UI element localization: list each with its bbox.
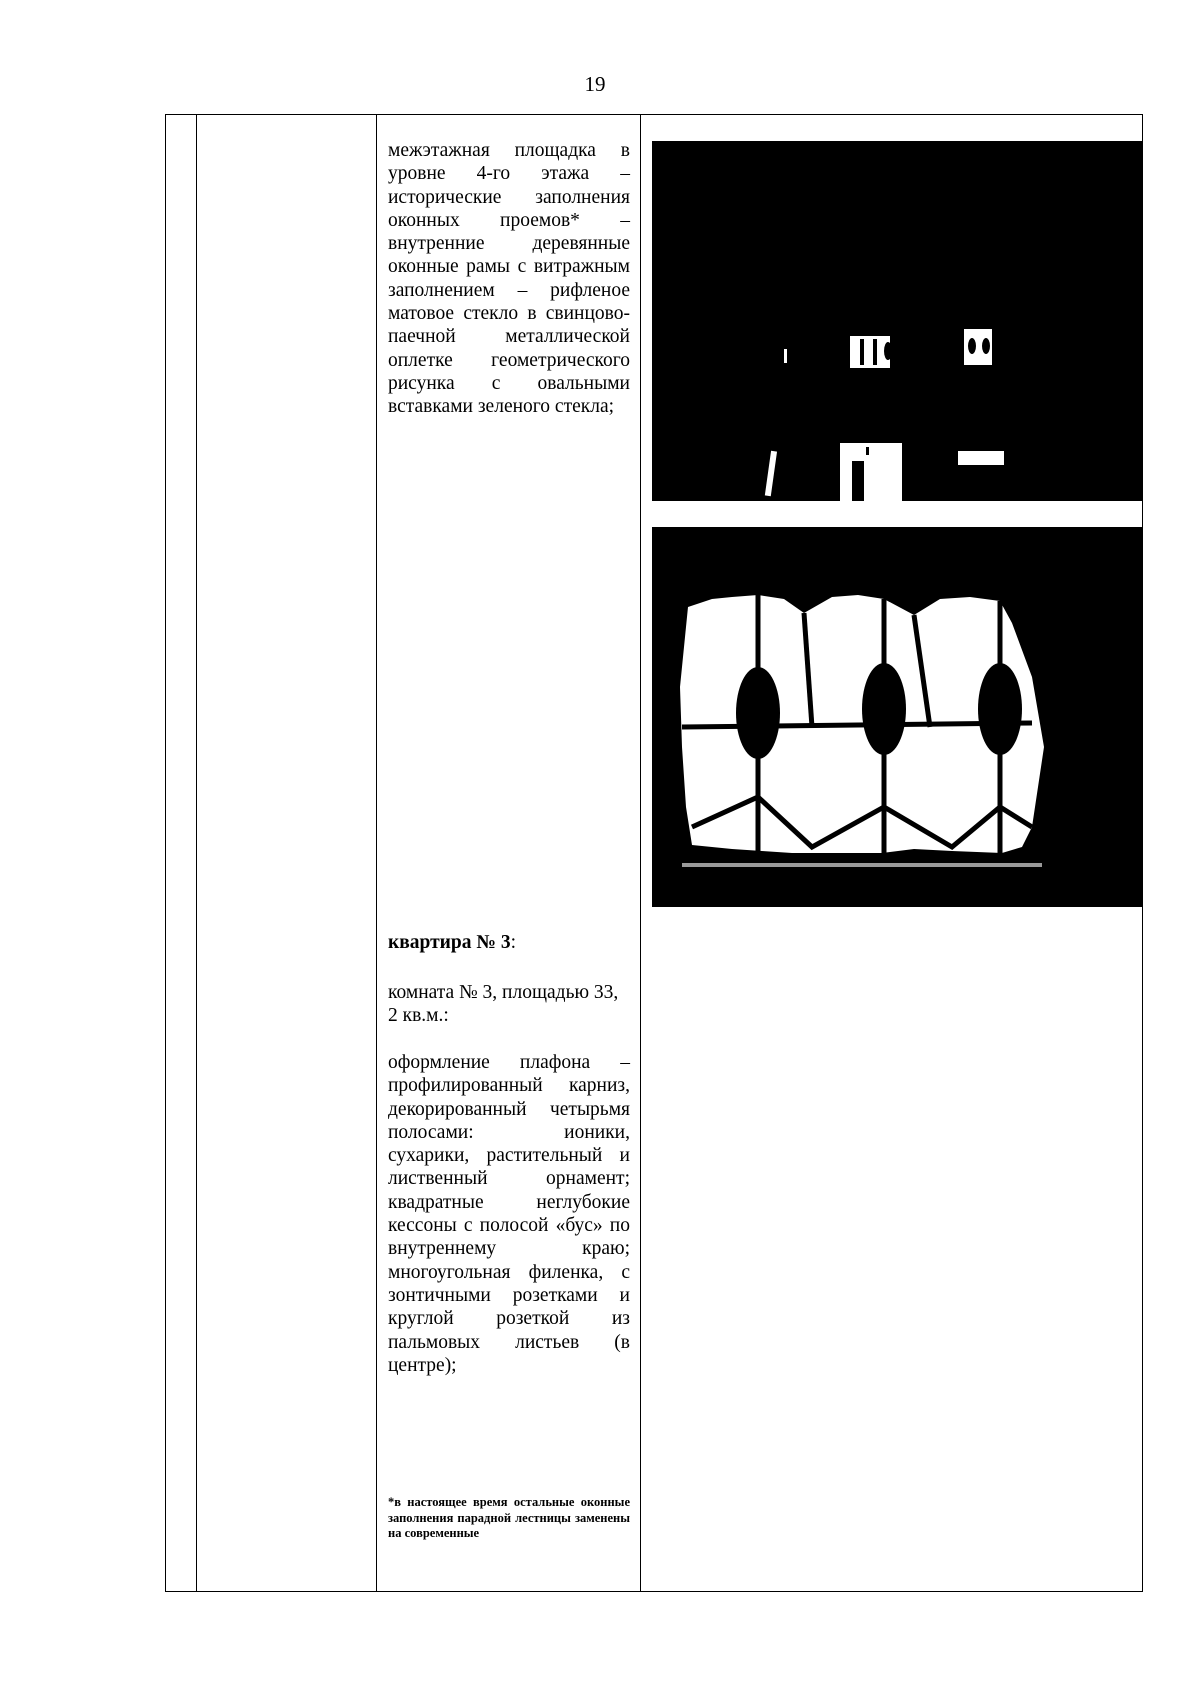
column-divider-2: [376, 115, 377, 1591]
ceiling-description: оформление плафона – профилированный карниз, декорированный четырьмя полосами: ионики, сухарики, растительный и лиственный орнамент; квадратные неглубокие кессоны с полосой «бус» по внутреннему краю; многоугольная филенка, с зонтичными розетками и круглой розеткой из пальмовых листьев (в центре);: [388, 1052, 630, 1376]
page-number: 19: [584, 72, 606, 96]
landing-windows-description: межэтажная площадка в уровне 4-го этажа – исторические заполнения оконных проемов* – внутренние деревянные оконные рамы с витражным заполнением – рифленое матовое стекло в свинцово-паечной металлической оплетке геометрического рисунка с овальными вставками зеленого стекла;: [388, 140, 630, 418]
apartment-heading: [388, 931, 630, 954]
table-frame: [165, 114, 1143, 1592]
stairwell-window-photo: [652, 141, 1142, 501]
footnote: *в настоящее время остальные оконные заполнения парадной лестницы заменены на современные: [388, 1495, 630, 1540]
column-divider-1: [196, 115, 197, 1591]
room-description: комната № 3, площадью 33, 2 кв.м.:: [388, 982, 619, 1027]
apartment-title: квартира № 3: [388, 932, 511, 953]
apartment-title-suffix: :: [510, 932, 517, 953]
stained-glass-window-photo: [652, 527, 1142, 907]
column-divider-3: [640, 115, 641, 1591]
